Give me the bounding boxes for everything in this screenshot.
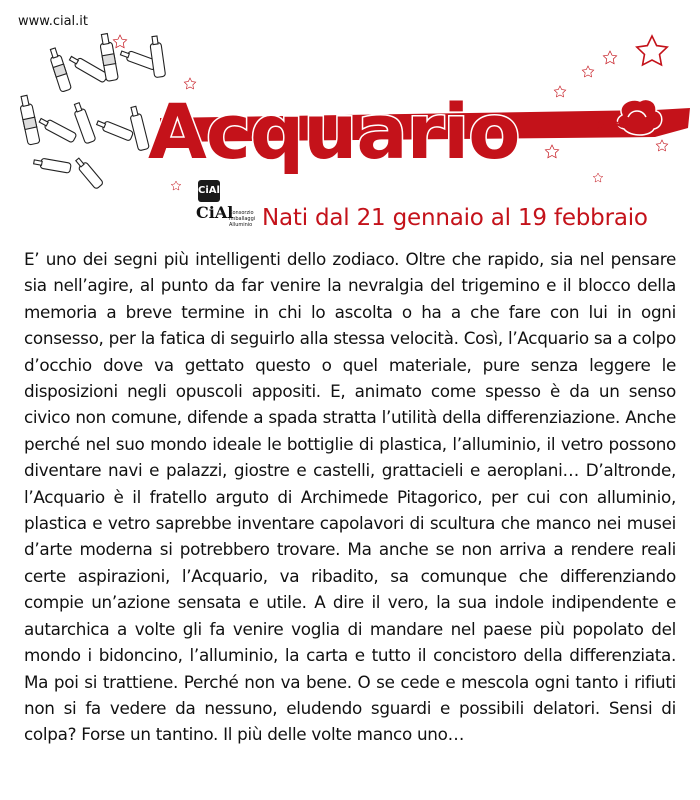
cial-logo — [196, 180, 258, 232]
cial-logo-mark: CiAl — [198, 180, 220, 202]
cial-logo-caption: Consorzio Imballaggi Alluminio — [229, 210, 256, 228]
cial-logo-word: CiAl — [196, 203, 234, 222]
date-range-subtitle: Nati dal 21 gennaio al 19 febbraio — [262, 205, 648, 231]
website-url: www.cial.it — [18, 14, 89, 29]
horoscope-text: E’ uno dei segni più intelligenti dello zodiaco. Oltre che rapido, sia nel pensare sia nell’agire, al punto da far venire la nevralgia del trigemino e il blocco della memoria a breve termine in chi lo ascolta o ha a che fare con lui in ogni consesso, per la fatica di seguirlo alla stessa velocità. Così, l’Acquario sa a colpo d’occhio dove va gettato questo o quel materiale, pure senza leggere le disposizioni negli opuscoli appositi. E, animato come spesso è da un senso civico non comune, difende a spada stratta l’utilità della differenziazione. Anche perché nel suo mondo ideale le bottiglie di plastica, l’alluminio, il vetro possono diventare navi e palazzi, giostre e castelli, grattacieli e aeroplani… D’altronde, l’Acquario è il fratello arguto di Archimede Pitagorico, per cui con alluminio, plastica e vetro saprebbe inventare capolavori di scultura che manco nei musei d’arte moderna si potrebbero trovare. Ma anche se non arriva a rendere reali certe aspirazioni, l’Acquario, va ribadito, sa comunque che differenziando compie un’azione sensata e utile. A dire il vero, la sua indole indipendente e autarchica a volte gli fa venire voglia di mandare nel paese più popolato del mondo i bidoncino, l’alluminio, la carta e tutto il concistoro della differenziata. Ma poi si trattiene. Perché non va bene. O se cede e mescola ogni tanto i rifiuti non si fa vedere da nessuno, eludendo sguardi e possibili delatori. Sensi di colpa? Forse un tantino. Il più delle volte manco uno… — [24, 249, 676, 745]
bottle-icon — [18, 33, 165, 189]
page-title: Acquario — [148, 87, 520, 176]
header-artwork — [0, 0, 700, 200]
